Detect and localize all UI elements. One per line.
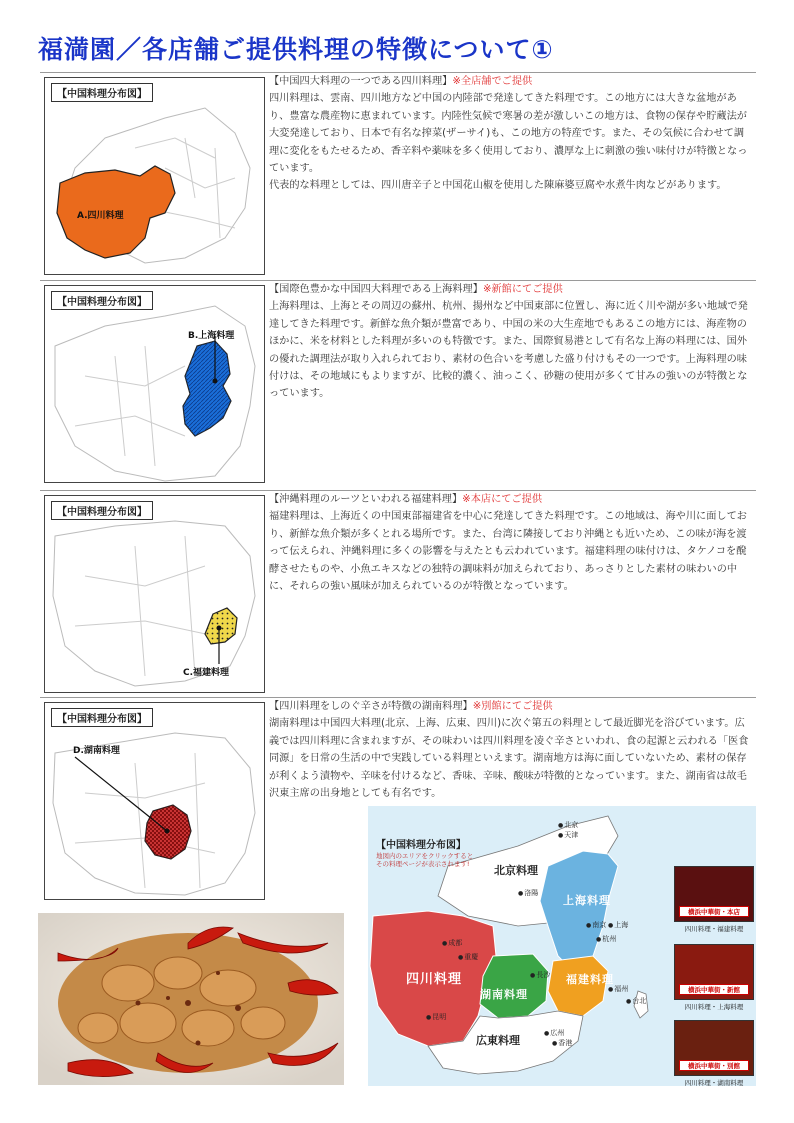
city-hangzhou: ● 杭州 <box>596 934 616 944</box>
china-cuisine-distribution-map[interactable] <box>368 806 756 1086</box>
city-shanghai: ● 上海 <box>608 920 628 930</box>
china-outline-map <box>45 286 264 482</box>
map-label: 【中国料理分布図】 <box>51 83 153 102</box>
section-heading: 【沖縄料理のルーツといわれる福建料理】 <box>269 494 463 505</box>
city-fuzhou: ● 福州 <box>608 984 628 994</box>
big-map-note-line1: 地図内のエリアをクリックすると <box>376 852 474 860</box>
region-shanghai-label[interactable]: 上海料理 <box>563 894 611 907</box>
region-label: D.湖南料理 <box>73 746 120 756</box>
map-thumbnail-fujian <box>44 495 265 693</box>
city-chengdu: ● 成都 <box>442 938 462 948</box>
china-outline-map <box>45 703 264 899</box>
city-tianjin: ● 天津 <box>558 830 578 840</box>
map-thumbnail-shanghai <box>44 285 265 483</box>
city-hongkong: ● 香港 <box>552 1038 572 1048</box>
availability-note: ※別館にてご提供 <box>472 701 553 712</box>
region-label: C.福建料理 <box>183 668 230 678</box>
section-shanghai <box>40 280 756 486</box>
city-chongqing: ● 重慶 <box>458 952 478 962</box>
store-cuisine: 四川料理・上海料理 <box>684 1003 744 1011</box>
store-photo <box>674 944 754 1000</box>
store-cuisine: 四川料理・福建料理 <box>684 925 744 933</box>
section-text <box>269 698 754 802</box>
section-text <box>269 281 754 403</box>
store-honten[interactable] <box>674 866 754 933</box>
section-body: 湖南料理は中国四大料理(北京、上海、広東、四川)に次ぐ第五の料理として最近脚光を浴びています。広義では四川料理に含まれますが、その味わいは四川料理を凌ぐ辛さといわれ、食の起源と云われる「医食同源」を日常の生活の中で実践している料理といえます。湖南地方は海に面していないため、素材の保存が利くよう漬物や、辛味を付けるなど、香味、辛味、酸味が特徴的となっています。また、湖南省は故毛沢東主席の出身地としても有名です。 <box>269 718 749 800</box>
china-outline-map <box>45 78 264 274</box>
store-photo <box>674 866 754 922</box>
store-name: 横浜中華街・新館 <box>679 984 749 995</box>
section-body: 四川料理は、雲南、四川地方など中国の内陸部で発達してきた料理です。この地方には大きな盆地があり、豊富な農産物に恵まれています。内陸性気候で寒暑の差が激しいこの地方は、食物の保存や貯蔵法が大変発達しており、日本で有名な搾菜(ザーサイ)も、この地方の特産です。また、その気候に合わせて調理に変化をもたせるため、香辛料や薬味を多く使用しており、濃厚な上に刺激の強い味付けが特徴となっています。 <box>269 93 748 175</box>
china-outline-map <box>45 496 264 692</box>
big-map-title: 【中国料理分布図】 <box>376 840 466 851</box>
section-body-2: 代表的な料理としては、四川唐辛子と中国花山椒を使用した陳麻婆豆腐や水煮牛肉などがあります。 <box>269 180 727 192</box>
store-shinkan[interactable] <box>674 944 754 1011</box>
store-name: 横浜中華街・本店 <box>679 906 749 917</box>
city-changsha: ● 長沙 <box>530 970 550 980</box>
section-fujian <box>40 490 756 693</box>
section-heading: 【中国四大料理の一つである四川料理】 <box>269 76 453 87</box>
availability-note: ※新館にてご提供 <box>482 284 563 295</box>
region-label: A.四川料理 <box>77 211 124 221</box>
map-thumbnail-hunan <box>44 702 265 900</box>
city-beijing: ● 北京 <box>558 820 578 830</box>
region-label: B.上海料理 <box>188 331 235 341</box>
city-taipei: ● 台北 <box>626 996 646 1006</box>
store-name: 横浜中華街・別館 <box>679 1060 749 1071</box>
map-thumbnail-sichuan <box>44 77 265 275</box>
map-label: 【中国料理分布図】 <box>51 501 153 520</box>
availability-note: ※本店にてご提供 <box>462 494 543 505</box>
page-title: 福満園／各店舗ご提供料理の特徴について① <box>38 35 554 64</box>
section-body: 福建料理は、上海近くの中国東部福建省を中心に発達してきた料理です。この地域は、海や川に面しており、新鮮な魚介類が多くとれる場所です。また、台湾に隣接しており沖縄とも近いため、この味が海を渡って伝えられ、沖縄料理に多くの影響を与えたとも云われています。福建料理の味付けは、タケノコを醗酵させたものや、小魚エキスなどの独特の調味料が加えられており、あっさりとした素材の味わいの中に、それらの強い風味が加えられているのが特徴となっています。 <box>269 511 747 593</box>
section-body: 上海料理は、上海とその周辺の蘇州、杭州、揚州など中国東部に位置し、海に近く川や湖が多い地域で発達してきた料理です。新鮮な魚介類が豊富であり、中国の米の大生産地でもあるこの地方には、海産物のほかに、米を材料とした料理が多いのも特徴です。また、国際貿易港として有名な上海の料理には、国外の優れた調理法が取り入れられており、素材の色合いを考慮した盛り付けもその一つです。上海料理の味付けは、その地域にもよりますが、比較的濃く、油っこく、砂糖の使用が多くて甘みの強いのが特徴となっています。 <box>269 301 748 400</box>
region-beijing-label[interactable]: 北京料理 <box>494 864 538 877</box>
map-label: 【中国料理分布図】 <box>51 708 153 727</box>
store-cuisine: 四川料理・湖南料理 <box>684 1079 744 1086</box>
map-label: 【中国料理分布図】 <box>51 291 153 310</box>
sichuan-dish-photo <box>38 913 344 1085</box>
city-nanjing: ● 南京 <box>586 920 606 930</box>
store-photo <box>674 1020 754 1076</box>
section-heading: 【国際色豊かな中国四大料理である上海料理】 <box>269 284 483 295</box>
big-map-note <box>376 852 473 868</box>
region-guangdong-label[interactable]: 広東料理 <box>476 1034 520 1047</box>
store-bekkan[interactable] <box>674 1020 754 1086</box>
city-guangzhou: ● 広州 <box>544 1028 564 1038</box>
big-map-note-line2: その料理ページが表示されます! <box>376 860 470 868</box>
section-sichuan <box>40 72 756 278</box>
availability-note: ※全店舗でご提供 <box>452 76 533 87</box>
section-text <box>269 73 754 195</box>
section-text <box>269 491 754 595</box>
region-fujian-label[interactable]: 福建料理 <box>566 973 614 986</box>
city-kunming: ● 昆明 <box>426 1012 446 1022</box>
section-heading: 【四川料理をしのぐ辛さが特徴の湖南料理】 <box>269 701 473 712</box>
region-sichuan-label[interactable]: 四川料理 <box>406 972 463 987</box>
region-hunan-label[interactable]: 湖南料理 <box>480 988 528 1001</box>
city-luoyang: ● 洛陽 <box>518 888 538 898</box>
